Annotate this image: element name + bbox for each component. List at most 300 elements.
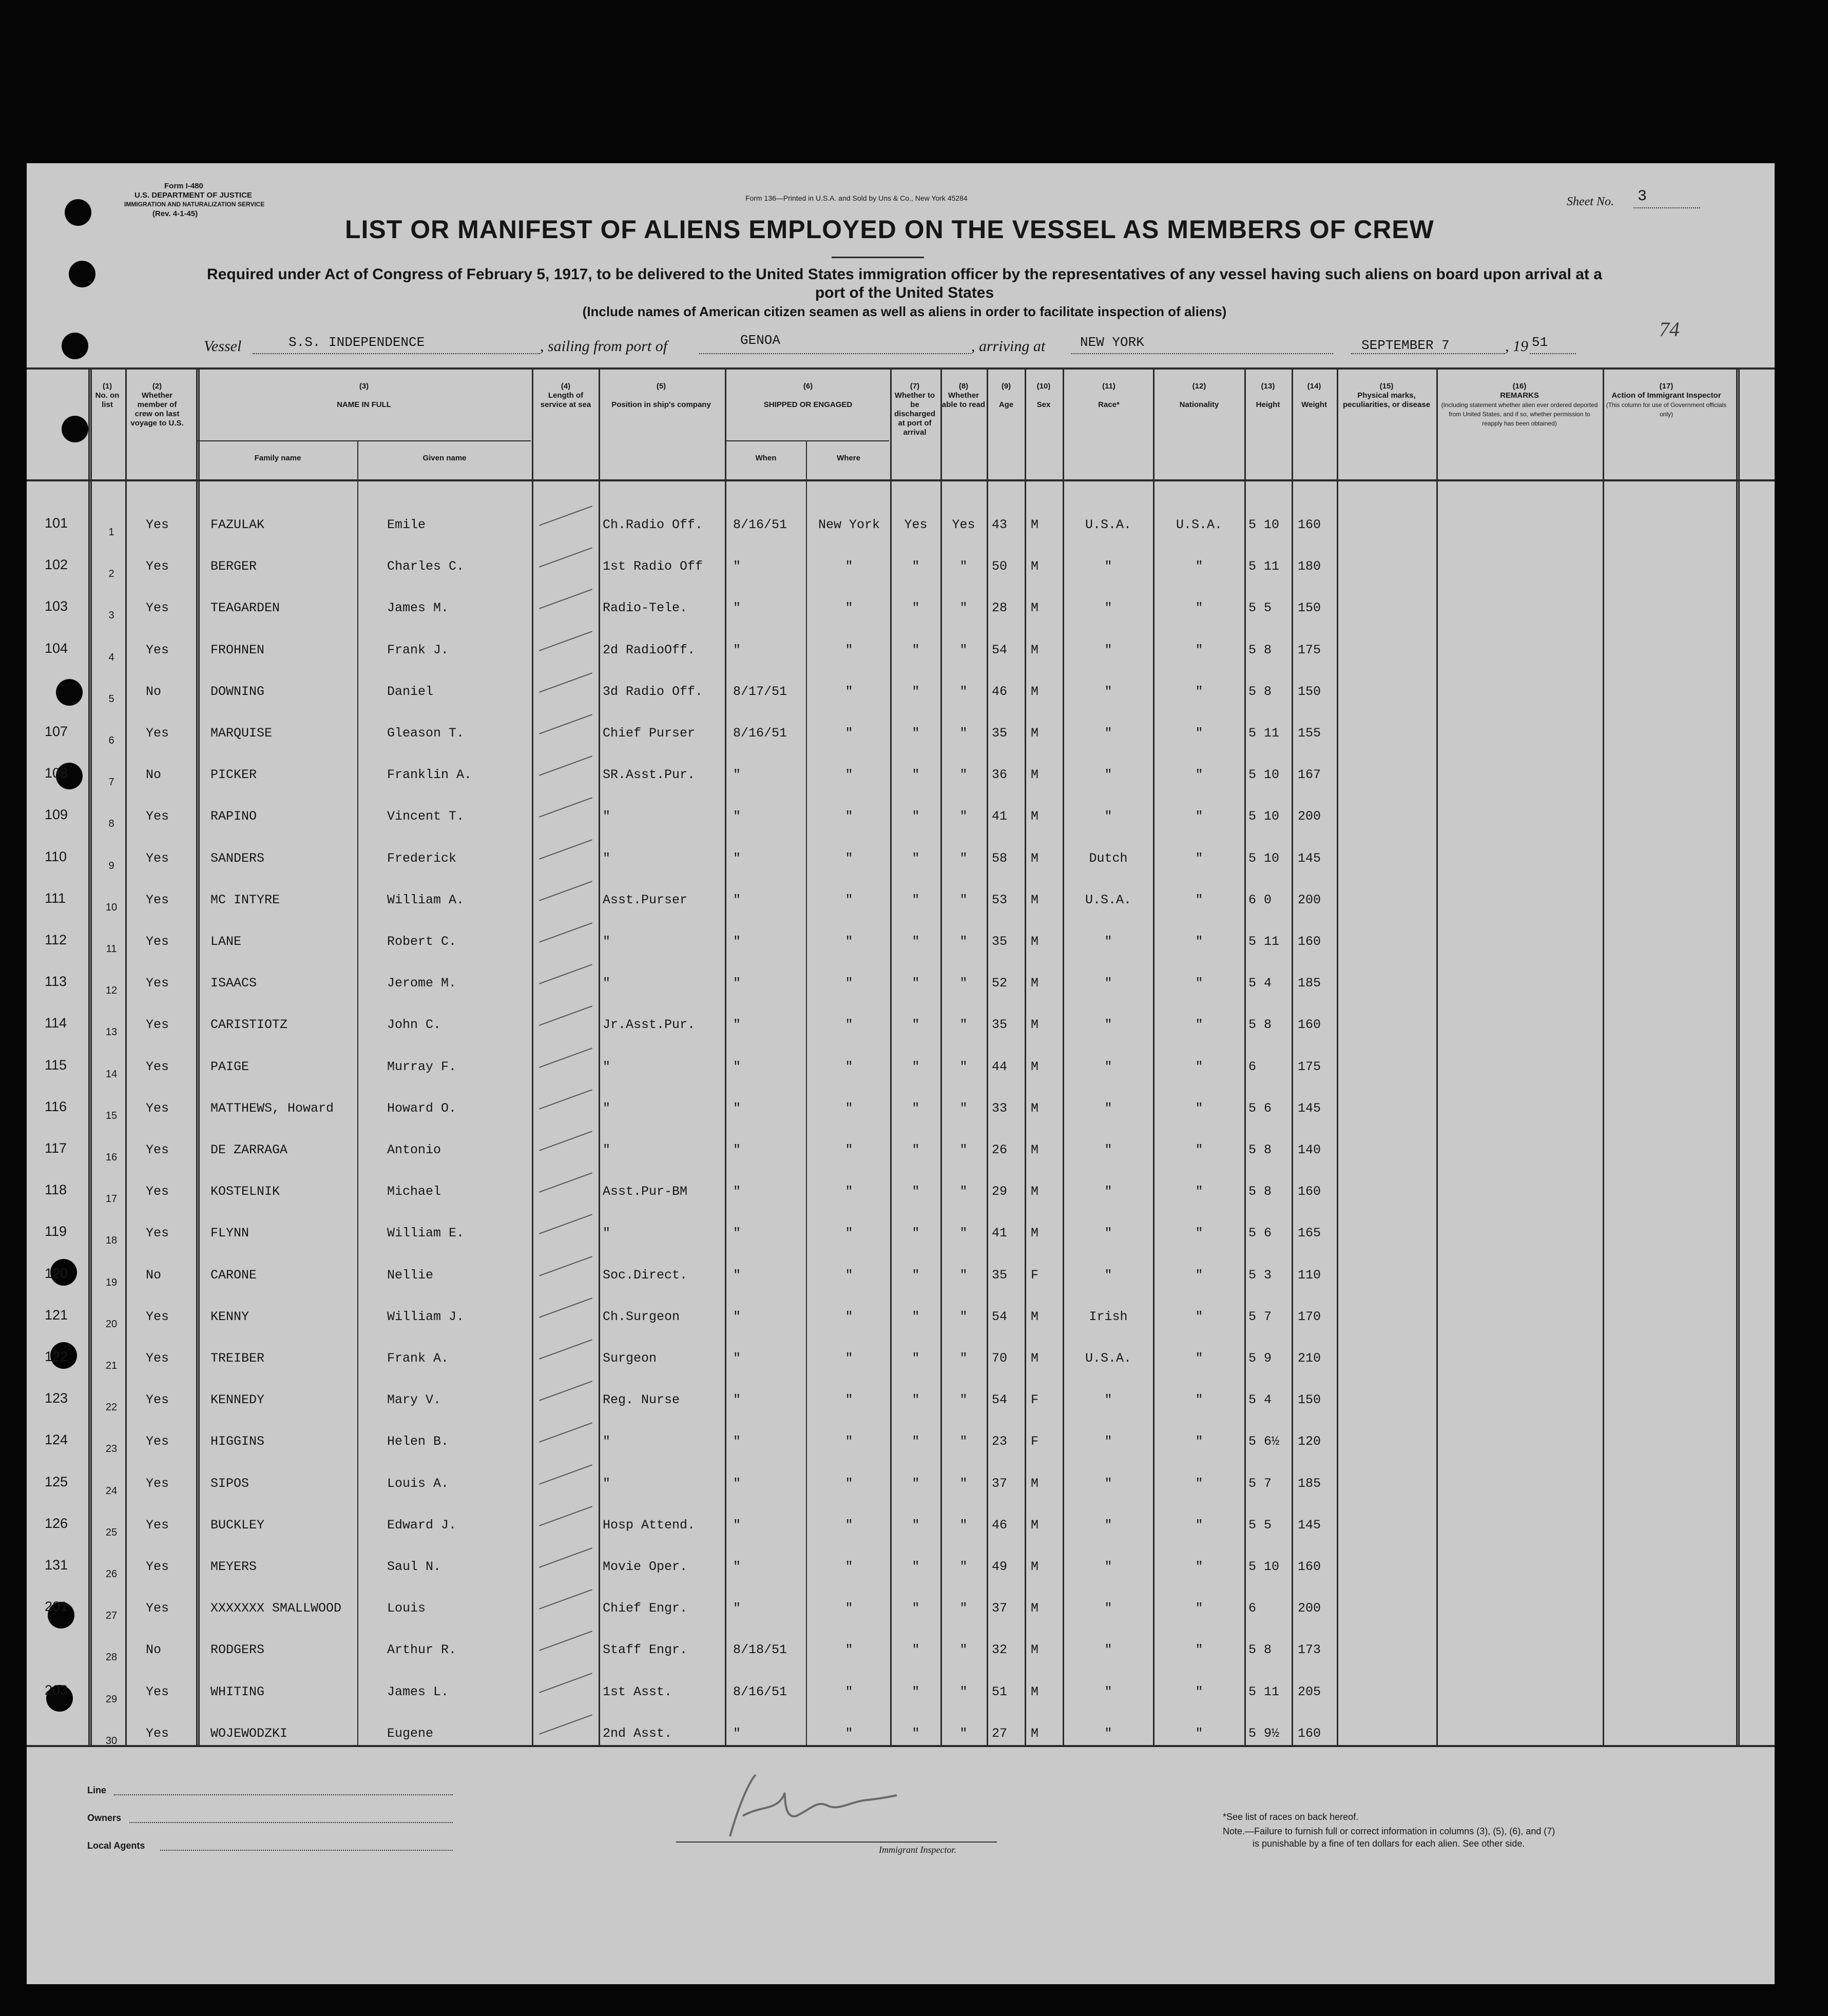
cell-race: "	[1104, 1184, 1112, 1199]
cell-when: "	[733, 1017, 741, 1033]
subtitle-3: (Include names of American citizen seamen as well as aliens in order to facilitate inspection of aliens)	[582, 304, 1227, 319]
service-tick-mark	[539, 672, 592, 693]
cell-family: PICKER	[210, 767, 257, 783]
service-tick-mark	[539, 1214, 592, 1235]
cell-family: RAPINO	[210, 809, 257, 824]
cell-read: "	[959, 1267, 968, 1283]
margin-number: 121	[45, 1307, 68, 1323]
cell-position: Chief Purser	[603, 726, 696, 741]
cell-race: "	[1104, 1726, 1112, 1741]
row-number: 10	[105, 901, 118, 913]
cell-weight: 200	[1298, 1601, 1321, 1616]
cell-race: U.S.A.	[1085, 517, 1131, 532]
vessel-label: Vessel	[204, 338, 242, 355]
cell-weight: 160	[1298, 1184, 1321, 1199]
cell-position: "	[603, 1142, 611, 1157]
cell-disch: "	[912, 600, 920, 616]
races-note: *See list of races on back hereof.	[1223, 1812, 1359, 1822]
cell-position: Chief Engr.	[603, 1601, 688, 1616]
cell-height: 5 10	[1248, 1559, 1280, 1574]
cell-race: "	[1104, 1226, 1112, 1241]
cell-weight: 160	[1298, 1726, 1321, 1741]
cell-race: "	[1104, 809, 1112, 824]
cell-family: LANE	[210, 934, 242, 949]
cell-given: Vincent T.	[387, 809, 465, 824]
service-tick-mark	[539, 1714, 592, 1735]
cell-where: "	[845, 1684, 853, 1699]
inspector-signature	[694, 1759, 910, 1841]
margin-number: 119	[45, 1224, 67, 1239]
service-tick-mark	[539, 506, 592, 526]
penalty-note-1: Note.—Failure to furnish full or correct information in columns (3), (5), (6), and (7)	[1223, 1826, 1555, 1836]
cell-family: PAIGE	[210, 1059, 249, 1074]
cell-race: "	[1104, 1392, 1112, 1408]
margin-number: 113	[45, 974, 67, 990]
cell-position: 2d RadioOff.	[603, 642, 696, 657]
cell-when: 8/16/51	[733, 1684, 787, 1699]
cell-race: U.S.A.	[1085, 892, 1131, 907]
margin-number: 126	[45, 1515, 68, 1531]
sailing-label: , sailing from port of	[540, 338, 668, 355]
col-physical-header: (15) Physical marks, peculiarities, or disease	[1342, 382, 1431, 409]
cell-where: "	[845, 934, 853, 949]
cell-read: "	[959, 809, 968, 824]
cell-height: 5 9	[1248, 1351, 1272, 1366]
cell-disch: "	[912, 1059, 920, 1074]
col-service-header: (4) Length of service at sea	[540, 382, 591, 409]
margin-number: 124	[45, 1432, 68, 1448]
cell-where: "	[845, 1642, 853, 1658]
arriving-port: NEW YORK	[1080, 335, 1144, 350]
cell-race: "	[1104, 1059, 1112, 1074]
cell-given: Mary V.	[387, 1392, 441, 1408]
service-tick-mark	[539, 547, 592, 568]
cell-when: "	[733, 850, 741, 866]
cell-weight: 160	[1298, 517, 1321, 532]
row-number: 13	[105, 1026, 118, 1038]
cell-where: New York	[818, 517, 880, 532]
cell-where: "	[845, 1059, 853, 1074]
cell-position: "	[603, 1434, 611, 1449]
cell-given: James M.	[387, 600, 449, 616]
cell-family: ISAACS	[210, 976, 257, 991]
cell-given: Murray F.	[387, 1059, 457, 1074]
cell-family: CARISTIOTZ	[210, 1017, 288, 1033]
cell-family: KOSTELNIK	[210, 1184, 280, 1199]
cell-position: "	[603, 1476, 611, 1491]
cell-family: FLYNN	[210, 1226, 249, 1241]
cell-when: "	[733, 892, 741, 907]
cell-read: "	[959, 1226, 968, 1241]
cell-family: WOJEWODZKI	[210, 1726, 288, 1741]
cell-read: "	[959, 726, 968, 741]
row-number: 24	[105, 1485, 118, 1497]
cell-disch: "	[912, 1476, 920, 1491]
cell-nat: "	[1195, 1059, 1203, 1074]
cell-when: 8/16/51	[733, 726, 787, 741]
row-number: 3	[108, 610, 114, 622]
service-tick-mark	[539, 714, 592, 734]
cell-nat: "	[1195, 767, 1203, 783]
cell-height: 5 8	[1248, 1017, 1272, 1033]
cell-age: 32	[992, 1642, 1008, 1658]
cell-read: "	[959, 1434, 968, 1449]
cell-nat: "	[1195, 1476, 1203, 1491]
cell-nat: "	[1195, 1517, 1203, 1533]
cell-sex: M	[1031, 1684, 1039, 1699]
row-number: 16	[105, 1152, 118, 1163]
cell-read: "	[959, 1476, 968, 1491]
service-tick-mark	[539, 881, 592, 901]
cell-race: Irish	[1089, 1309, 1128, 1324]
service-tick-mark	[539, 1673, 592, 1693]
cell-height: 6 0	[1248, 892, 1272, 907]
cell-age: 49	[992, 1559, 1008, 1574]
cell-disch: "	[912, 1642, 920, 1658]
cell-last: No	[146, 1267, 162, 1283]
cell-age: 54	[992, 1309, 1008, 1324]
form-revision: (Rev. 4-1-45)	[152, 209, 198, 218]
cell-last: Yes	[146, 1226, 169, 1241]
cell-family: MATTHEWS, Howard	[210, 1100, 334, 1116]
cell-age: 23	[992, 1434, 1008, 1449]
cell-last: Yes	[146, 934, 169, 949]
cell-age: 51	[992, 1684, 1008, 1699]
service-tick-mark	[539, 839, 592, 860]
cell-where: "	[845, 642, 853, 657]
service-tick-mark	[539, 755, 592, 776]
cell-age: 41	[992, 809, 1008, 824]
cell-sex: M	[1031, 559, 1039, 574]
cell-height: 5 6½	[1248, 1434, 1280, 1449]
cell-read: "	[959, 1392, 968, 1408]
cell-nat: "	[1195, 1684, 1203, 1699]
cell-when: "	[733, 767, 741, 783]
row-number: 27	[105, 1610, 118, 1622]
cell-weight: 155	[1298, 726, 1321, 741]
cell-when: "	[733, 600, 741, 616]
cell-height: 5 8	[1248, 684, 1272, 699]
cell-nat: "	[1195, 1267, 1203, 1283]
cell-family: DOWNING	[210, 684, 265, 699]
cell-weight: 120	[1298, 1434, 1321, 1449]
penalty-note-2: is punishable by a fine of ten dollars for each alien. See other side.	[1253, 1838, 1525, 1849]
owners-label: Owners	[87, 1813, 122, 1823]
cell-given: Frederick	[387, 850, 457, 866]
service-tick-mark	[539, 1256, 592, 1276]
cell-position: "	[603, 850, 611, 866]
cell-last: Yes	[146, 517, 169, 532]
row-number: 23	[105, 1443, 118, 1455]
cell-read: "	[959, 1309, 968, 1324]
cell-where: "	[845, 1559, 853, 1574]
cell-where: "	[845, 1226, 853, 1241]
cell-disch: "	[912, 1184, 920, 1199]
cell-age: 54	[992, 1392, 1008, 1408]
cell-height: 5 8	[1248, 1184, 1272, 1199]
col-given-name-header: Given name	[422, 454, 467, 462]
cell-position: Staff Engr.	[603, 1642, 688, 1658]
cell-weight: 205	[1298, 1684, 1321, 1699]
cell-read: "	[959, 1559, 968, 1574]
cell-where: "	[845, 600, 853, 616]
cell-age: 70	[992, 1351, 1008, 1366]
col-read-header: (8) Whether able to read	[941, 382, 986, 409]
cell-sex: F	[1031, 1392, 1039, 1408]
cell-nat: "	[1195, 1601, 1203, 1616]
cell-when: "	[733, 1100, 741, 1116]
row-number: 25	[105, 1526, 118, 1538]
cell-age: 26	[992, 1142, 1008, 1157]
cell-weight: 145	[1298, 850, 1321, 866]
cell-sex: M	[1031, 517, 1039, 532]
row-number: 15	[105, 1110, 118, 1121]
service-tick-mark	[539, 1589, 592, 1610]
service-tick-mark	[539, 1089, 592, 1110]
cell-weight: 210	[1298, 1351, 1321, 1366]
cell-where: "	[845, 1392, 853, 1408]
cell-nat: "	[1195, 684, 1203, 699]
cell-family: BERGER	[210, 559, 257, 574]
cell-position: 3d Radio Off.	[603, 684, 703, 699]
cell-family: BUCKLEY	[210, 1517, 265, 1533]
cell-when: "	[733, 1434, 741, 1449]
cell-race: "	[1104, 1684, 1112, 1699]
cell-when: "	[733, 1726, 741, 1741]
cell-height: 5 10	[1248, 850, 1280, 866]
cell-read: Yes	[952, 517, 975, 532]
cell-sex: M	[1031, 1351, 1039, 1366]
cell-read: "	[959, 1017, 968, 1033]
cell-last: Yes	[146, 1726, 169, 1741]
cell-age: 27	[992, 1726, 1008, 1741]
service-tick-mark	[539, 1464, 592, 1485]
cell-position: Radio-Tele.	[603, 600, 688, 616]
cell-family: KENNY	[210, 1309, 249, 1324]
cell-age: 35	[992, 726, 1008, 741]
cell-disch: "	[912, 559, 920, 574]
service-tick-mark	[539, 922, 592, 943]
cell-sex: M	[1031, 1642, 1039, 1658]
cell-disch: "	[912, 767, 920, 783]
cell-nat: "	[1195, 976, 1203, 991]
cell-age: 35	[992, 1267, 1008, 1283]
cell-sex: M	[1031, 1142, 1039, 1157]
cell-weight: 150	[1298, 600, 1321, 616]
cell-disch: "	[912, 1726, 920, 1741]
cell-family: RODGERS	[210, 1642, 265, 1658]
cell-family: FROHNEN	[210, 642, 265, 657]
margin-number: 122	[45, 1349, 68, 1364]
cell-sex: M	[1031, 1309, 1039, 1324]
margin-number: 102	[45, 557, 68, 573]
cell-nat: "	[1195, 1184, 1203, 1199]
cell-read: "	[959, 1351, 968, 1366]
cell-sex: F	[1031, 1267, 1039, 1283]
cell-disch: "	[912, 1226, 920, 1241]
cell-weight: 175	[1298, 1059, 1321, 1074]
cell-race: U.S.A.	[1085, 1351, 1131, 1366]
cell-age: 54	[992, 642, 1008, 657]
cell-sex: M	[1031, 1017, 1039, 1033]
row-number: 6	[108, 735, 114, 746]
row-number: 26	[105, 1568, 118, 1580]
cell-last: Yes	[146, 1684, 169, 1699]
cell-nat: "	[1195, 559, 1203, 574]
cell-disch: "	[912, 1142, 920, 1157]
cell-read: "	[959, 1601, 968, 1616]
cell-weight: 200	[1298, 809, 1321, 824]
cell-position: Movie Oper.	[603, 1559, 688, 1574]
cell-disch: "	[912, 684, 920, 699]
inspector-label: Immigrant Inspector.	[879, 1845, 956, 1855]
margin-number: 108	[45, 765, 68, 781]
cell-family: WHITING	[210, 1684, 265, 1699]
cell-last: Yes	[146, 1184, 169, 1199]
cell-nat: "	[1195, 642, 1203, 657]
cell-disch: Yes	[904, 517, 928, 532]
cell-last: Yes	[146, 559, 169, 574]
service-tick-mark	[539, 964, 592, 984]
cell-nat: "	[1195, 1226, 1203, 1241]
cell-sex: M	[1031, 684, 1039, 699]
printer-note: Form 136—Printed in U.S.A. and Sold by Uns & Co., New York 45284	[745, 194, 968, 202]
cell-when: "	[733, 1351, 741, 1366]
cell-height: 5 3	[1248, 1267, 1272, 1283]
cell-age: 46	[992, 1517, 1008, 1533]
cell-race: Dutch	[1089, 850, 1128, 866]
cell-last: Yes	[146, 1434, 169, 1449]
row-number: 8	[108, 818, 114, 830]
cell-height: 5 7	[1248, 1476, 1272, 1491]
cell-when: "	[733, 1559, 741, 1574]
cell-given: Nellie	[387, 1267, 434, 1283]
cell-last: No	[146, 684, 162, 699]
cell-last: Yes	[146, 1309, 169, 1324]
row-number: 28	[105, 1652, 118, 1663]
cell-race: "	[1104, 1100, 1112, 1116]
cell-weight: 150	[1298, 684, 1321, 699]
year-prefix: , 19	[1505, 338, 1528, 355]
cell-when: "	[733, 1226, 741, 1241]
cell-where: "	[845, 1517, 853, 1533]
cell-position: "	[603, 1059, 611, 1074]
cell-sex: M	[1031, 1517, 1039, 1533]
service-tick-mark	[539, 1381, 592, 1401]
service-tick-mark	[539, 631, 592, 651]
cell-where: "	[845, 1184, 853, 1199]
cell-given: Emile	[387, 517, 426, 532]
cell-weight: 167	[1298, 767, 1321, 783]
cell-race: "	[1104, 1559, 1112, 1574]
cell-height: 5 4	[1248, 1392, 1272, 1408]
cell-where: "	[845, 892, 853, 907]
service-tick-mark	[539, 1339, 592, 1360]
cell-weight: 160	[1298, 1559, 1321, 1574]
cell-last: Yes	[146, 1476, 169, 1491]
cell-given: Michael	[387, 1184, 441, 1199]
cell-last: Yes	[146, 1100, 169, 1116]
margin-number: 125	[45, 1474, 68, 1489]
cell-height: 5 4	[1248, 976, 1272, 991]
cell-family: HIGGINS	[210, 1434, 265, 1449]
cell-nat: "	[1195, 726, 1203, 741]
cell-age: 29	[992, 1184, 1008, 1199]
service-tick-mark	[539, 1048, 592, 1068]
row-number: 9	[108, 860, 114, 871]
service-tick-mark	[539, 1506, 592, 1526]
cell-where: "	[845, 1434, 853, 1449]
margin-number: 116	[45, 1098, 67, 1114]
cell-nat: "	[1195, 892, 1203, 907]
margin-number: 104	[45, 640, 68, 656]
cell-nat: "	[1195, 1642, 1203, 1658]
cell-age: 44	[992, 1059, 1008, 1074]
cell-given: William E.	[387, 1226, 465, 1241]
cell-race: "	[1104, 1142, 1112, 1157]
cell-given: Charles C.	[387, 559, 465, 574]
margin-number: 201	[45, 1599, 68, 1615]
cell-where: "	[845, 1476, 853, 1491]
cell-read: "	[959, 1642, 968, 1658]
cell-height: 6	[1248, 1059, 1257, 1074]
col-race-header: (11) Race*	[1098, 382, 1120, 409]
col-height-header: (13) Height	[1256, 382, 1280, 409]
cell-disch: "	[912, 1351, 920, 1366]
cell-where: "	[845, 726, 853, 741]
cell-weight: 145	[1298, 1517, 1321, 1533]
col-sex-header: (10) Sex	[1036, 382, 1051, 409]
row-number: 4	[108, 651, 114, 663]
cell-height: 5 6	[1248, 1226, 1272, 1241]
cell-nat: "	[1195, 850, 1203, 866]
cell-where: "	[845, 1601, 853, 1616]
row-number: 1	[108, 527, 114, 538]
cell-sex: M	[1031, 767, 1039, 783]
cell-race: "	[1104, 684, 1112, 699]
subtitle-2: port of the United States	[815, 284, 994, 301]
margin-number: 112	[45, 932, 67, 947]
cell-height: 5 5	[1248, 600, 1272, 616]
cell-sex: M	[1031, 850, 1039, 866]
col-remarks-header: (16) REMARKS (Including statement whether alien ever ordered deported from United States, and if so, whether permission to reapply has been obtained)	[1441, 382, 1598, 427]
cell-sex: M	[1031, 1184, 1039, 1199]
cell-last: Yes	[146, 1517, 169, 1533]
cell-read: "	[959, 642, 968, 657]
cell-position: 2nd Asst.	[603, 1726, 672, 1741]
cell-position: "	[603, 809, 611, 824]
cell-read: "	[959, 976, 968, 991]
vessel-name: S.S. INDEPENDENCE	[288, 335, 425, 350]
cell-nat: "	[1195, 1392, 1203, 1408]
cell-when: 8/18/51	[733, 1642, 787, 1658]
cell-disch: "	[912, 809, 920, 824]
cell-disch: "	[912, 1517, 920, 1533]
cell-nat: "	[1195, 809, 1203, 824]
row-number: 18	[105, 1235, 118, 1247]
cell-where: "	[845, 684, 853, 699]
cell-age: 50	[992, 559, 1008, 574]
cell-nat: "	[1195, 1559, 1203, 1574]
cell-nat: "	[1195, 1726, 1203, 1741]
margin-number: 120	[45, 1265, 68, 1281]
cell-sex: M	[1031, 1476, 1039, 1491]
cell-given: James L.	[387, 1684, 449, 1699]
cell-read: "	[959, 684, 968, 699]
cell-age: 35	[992, 1017, 1008, 1033]
cell-height: 5 8	[1248, 1642, 1272, 1658]
cell-sex: M	[1031, 642, 1039, 657]
